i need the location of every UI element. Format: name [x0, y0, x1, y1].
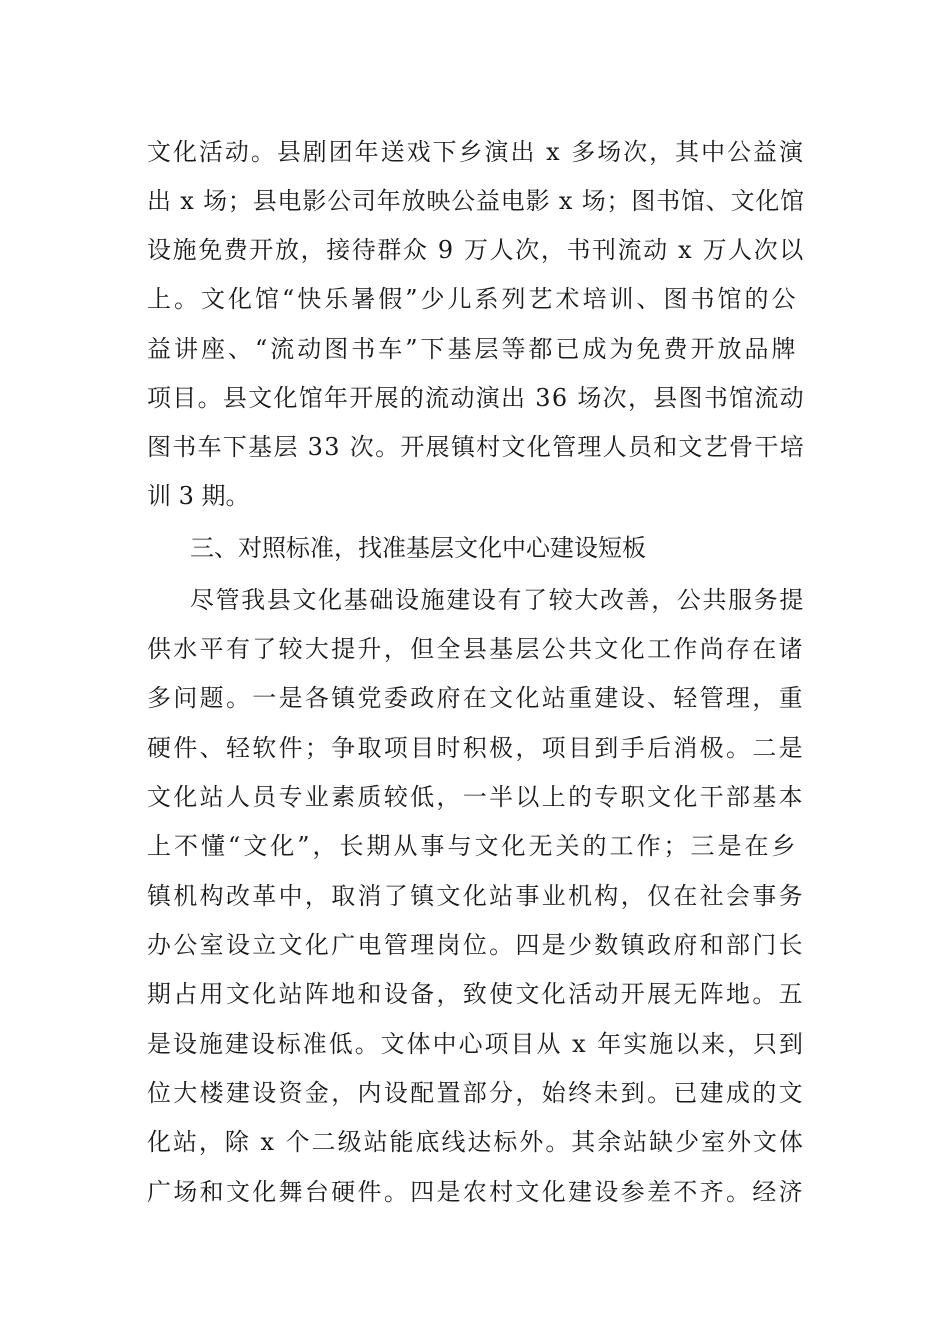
- text-line-content: 位大楼建设资金，内设配置部分，始终未到。已建成的文: [147, 1079, 805, 1107]
- text-line: [0, 279, 950, 319]
- text-line-content: 是设施建设标准低。文体中心项目从 x 年实施以来，只到: [147, 1030, 805, 1058]
- section-heading-text: 三、对照标准，找准基层文化中心建设短板: [190, 534, 646, 562]
- text-line-content: 上不懂“文化”，长期从事与文化无关的工作；三是在乡: [147, 832, 799, 860]
- text-line: [0, 1073, 950, 1113]
- text-line-content: 文化站人员专业素质较低，一半以上的专职文化干部基本: [147, 783, 805, 811]
- text-line-content: 尽管我县文化基础设施建设有了较大改善，公共服务提: [190, 586, 806, 614]
- text-line-content: 益讲座、“流动图书车”下基层等都已成为免费开放品牌: [147, 335, 799, 363]
- text-line: [0, 974, 950, 1014]
- text-line-content: 多问题。一是各镇党委政府在文化站重建设、轻管理，重: [147, 684, 805, 712]
- text-line: [0, 1024, 950, 1064]
- text-line-content: 办公室设立文化广电管理岗位。四是少数镇政府和部门长: [147, 931, 805, 959]
- text-line-content: 训 3 期。: [147, 482, 250, 510]
- section-heading: [0, 528, 950, 568]
- text-line: [0, 678, 950, 718]
- text-line: [0, 629, 950, 669]
- text-line: [0, 580, 950, 620]
- text-line-content: 项目。县文化馆年开展的流动演出 36 场次，县图书馆流动: [147, 384, 806, 412]
- text-line-content: 广场和文化舞台硬件。四是农村文化建设参差不齐。经济: [147, 1178, 805, 1206]
- text-line: [0, 230, 950, 270]
- text-line: [0, 329, 950, 369]
- text-line: [0, 826, 950, 866]
- text-line: [0, 378, 950, 418]
- text-line-content: 设施免费开放，接待群众 9 万人次，书刊流动 x 万人次以: [147, 236, 805, 264]
- text-line: [0, 728, 950, 768]
- text-line: [0, 876, 950, 916]
- text-line-content: 上。文化馆“快乐暑假”少儿系列艺术培训、图书馆的公: [147, 285, 799, 313]
- text-line: [0, 1172, 950, 1212]
- text-line-content: 出 x 场；县电影公司年放映公益电影 x 场；图书馆、文化馆: [147, 187, 806, 215]
- text-line: [0, 925, 950, 965]
- text-line: [0, 1122, 950, 1162]
- text-line: [0, 181, 950, 221]
- text-line-content: 期占用文化站阵地和设备，致使文化活动开展无阵地。五: [147, 980, 805, 1008]
- text-line-content: 化站，除 x 个二级站能底线达标外。其余站缺少室外文体: [147, 1128, 805, 1156]
- text-line-content: 供水平有了较大提升，但全县基层公共文化工作尚存在诸: [147, 635, 805, 663]
- text-line: [0, 427, 950, 467]
- text-line-content: 镇机构改革中，取消了镇文化站事业机构，仅在社会事务: [147, 882, 805, 910]
- text-line-content: 文化活动。县剧团年送戏下乡演出 x 多场次，其中公益演: [147, 138, 805, 166]
- text-line: [0, 132, 950, 172]
- text-line-content: 硬件、轻软件；争取项目时积极，项目到手后消极。二是: [147, 734, 805, 762]
- text-line-content: 图书车下基层 33 次。开展镇村文化管理人员和文艺骨干培: [147, 433, 806, 461]
- text-line: [0, 777, 950, 817]
- text-line: [0, 476, 950, 516]
